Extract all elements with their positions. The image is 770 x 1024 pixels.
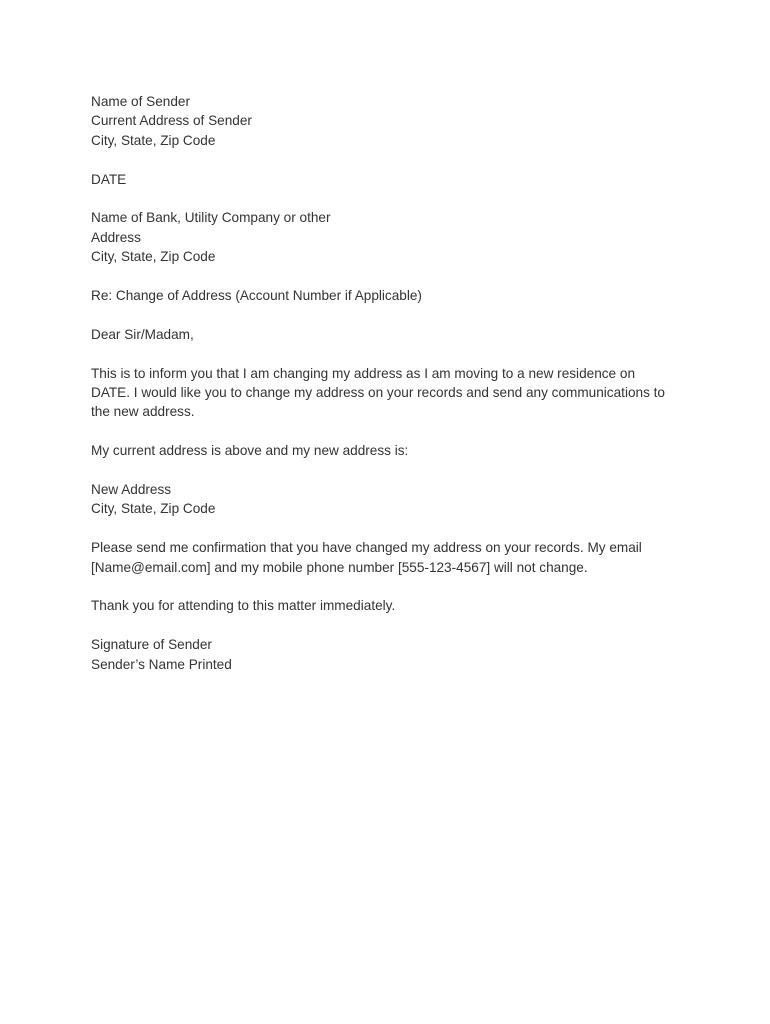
subject-block bbox=[91, 286, 691, 305]
printed-name: Sender’s Name Printed bbox=[91, 656, 232, 672]
signature-line: Signature of Sender bbox=[91, 637, 212, 653]
sender-address: Current Address of Sender bbox=[91, 113, 252, 129]
subject-line: Re: Change of Address (Account Number if Applicable) bbox=[91, 288, 422, 304]
body-paragraph-2 bbox=[91, 441, 691, 460]
salutation: Dear Sir/Madam, bbox=[91, 326, 194, 342]
recipient-city-state-zip: City, State, Zip Code bbox=[91, 249, 216, 265]
body-paragraph-1-line-1: This is to inform you that I am changing my address as I am moving to a new residence on bbox=[91, 365, 636, 381]
body-paragraph-2-text: My current address is above and my new address is: bbox=[91, 443, 409, 459]
confirmation-line-1: Please send me confirmation that you have changed my address on your records. My email bbox=[91, 540, 642, 556]
sender-city-state-zip: City, State, Zip Code bbox=[91, 132, 216, 148]
new-address-city-state-zip: City, State, Zip Code bbox=[91, 501, 216, 517]
closing-text: Thank you for attending to this matter immediately. bbox=[91, 598, 396, 614]
letter-body bbox=[91, 92, 691, 693]
date-block bbox=[91, 170, 691, 189]
new-address-block bbox=[91, 480, 691, 519]
sender-name: Name of Sender bbox=[91, 94, 190, 109]
recipient-block bbox=[91, 208, 691, 266]
recipient-name: Name of Bank, Utility Company or other bbox=[91, 210, 331, 226]
sender-block bbox=[91, 92, 691, 150]
body-paragraph-1-line-2: DATE. I would like you to change my address on your records and send any communications to bbox=[91, 385, 665, 401]
confirmation-line-2: [Name@email.com] and my mobile phone number [555-123-4567] will not change. bbox=[91, 559, 588, 575]
body-paragraph-1-line-3: the new address. bbox=[91, 404, 195, 420]
confirmation-paragraph bbox=[91, 538, 683, 577]
recipient-address: Address bbox=[91, 229, 141, 245]
new-address: New Address bbox=[91, 482, 172, 498]
signature-block bbox=[91, 635, 691, 674]
letter-date: DATE bbox=[91, 171, 127, 187]
body-paragraph-1 bbox=[91, 364, 683, 422]
salutation-block bbox=[91, 325, 691, 344]
closing-block bbox=[91, 596, 691, 615]
